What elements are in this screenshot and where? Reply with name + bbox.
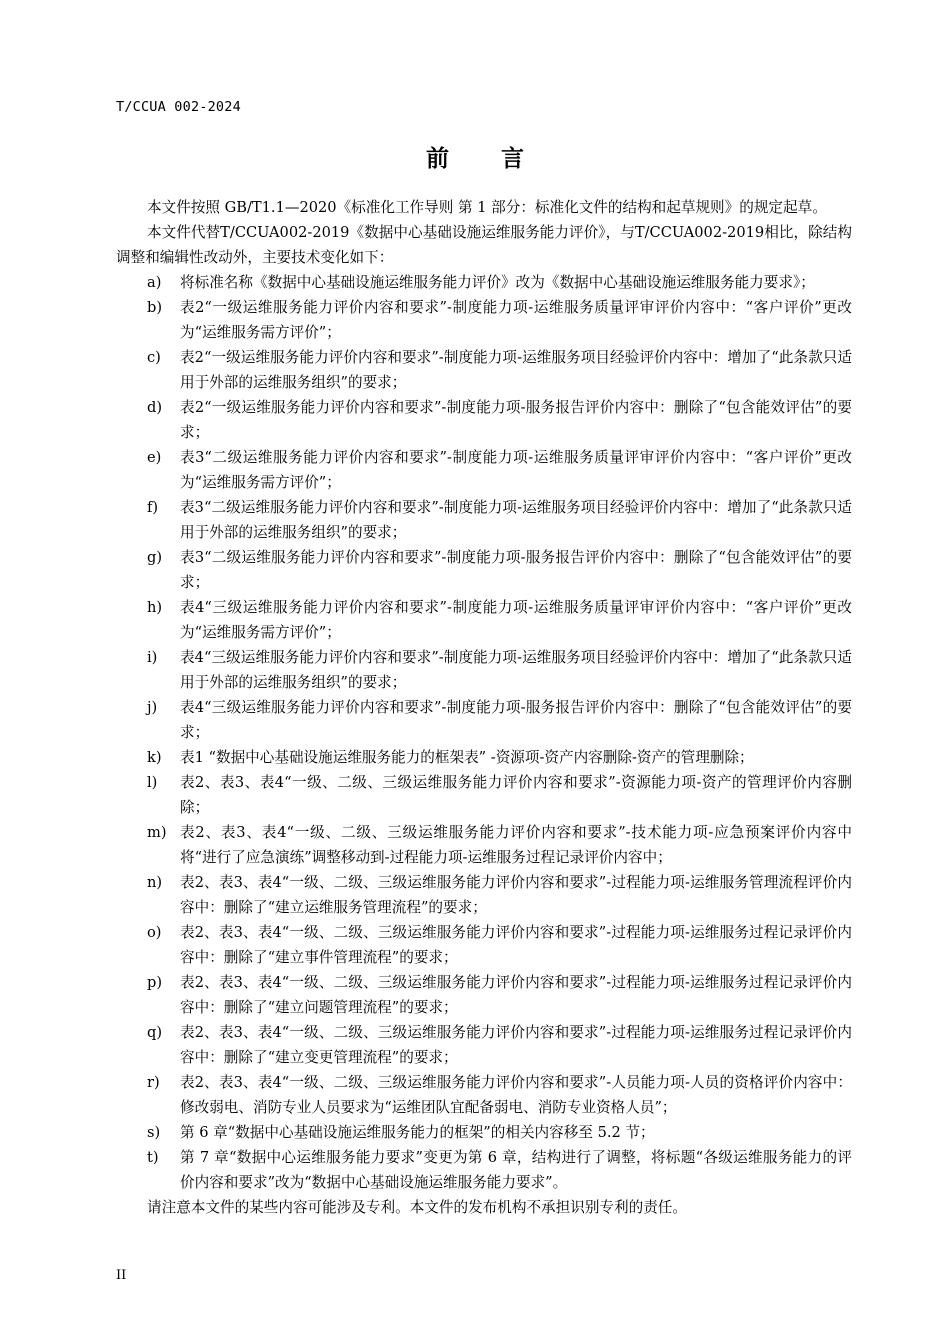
list-item-label: p) [147,974,163,991]
list-item [116,820,852,870]
list-item [116,970,852,1020]
list-item-label: g) [147,549,163,566]
list-item-text: 表2、表3、表4“一级、二级、三级运维服务能力评价内容和要求”-过程能力项-运维服务过程记录评价内容中：删除了“建立问题管理流程”的要求； [180,974,852,1016]
list-item-label: i) [147,649,158,666]
list-item-text: 表2、表3、表4“一级、二级、三级运维服务能力评价内容和要求”-过程能力项-运维服务管理流程评价内容中：删除了“建立运维服务管理流程”的要求； [180,874,852,916]
list-item-text: 表4“三级运维服务能力评价内容和要求”-制度能力项-服务报告评价内容中：删除了“包含能效评估”的要求； [180,699,852,741]
list-item [116,870,852,920]
title-part-2: 言 [501,146,524,172]
list-item-text: 表2、表3、表4“一级、二级、三级运维服务能力评价内容和要求”-资源能力项-资产的管理评价内容删除； [180,774,852,816]
list-item [116,445,852,495]
list-item [116,695,852,745]
document-body [116,195,852,1220]
list-item-text: 表4“三级运维服务能力评价内容和要求”-制度能力项-运维服务项目经验评价内容中：增加了“此条款只适用于外部的运维服务组织”的要求； [180,649,852,691]
list-item-text: 第 6 章“数据中心基础设施运维服务能力的框架”的相关内容移至 5.2 节； [180,1124,655,1141]
list-item [116,270,852,295]
list-item-label: o) [147,924,162,941]
page-number: II [116,1268,127,1283]
list-item [116,645,852,695]
list-item [116,920,852,970]
list-item-text: 表2“一级运维服务能力评价内容和要求”-制度能力项-运维服务项目经验评价内容中：增加了“此条款只适用于外部的运维服务组织”的要求； [180,349,852,391]
list-item [116,545,852,595]
list-item-label: h) [147,599,163,616]
list-item-label: c) [147,349,161,366]
list-item-label: r) [147,1074,160,1091]
list-item-text: 表4“三级运维服务能力评价内容和要求”-制度能力项-运维服务质量评审评价内容中：“客户评价”更改为“运维服务需方评价”； [180,599,852,641]
list-item [116,295,852,345]
list-item-text: 第 7 章“数据中心运维服务能力要求”变更为第 6 章，结构进行了调整，将标题“各级运维服务能力的评价内容和要求”改为“数据中心基础设施运维服务能力要求”。 [180,1149,852,1191]
title-part-1: 前 [426,146,449,172]
list-item [116,770,852,820]
change-list [116,270,852,1195]
list-item [116,1020,852,1070]
list-item [116,495,852,545]
intro-paragraph-1: 本文件按照 GB/T1.1—2020《标准化工作导则 第 1 部分：标准化文件的结构和起草规则》的规定起草。 [147,199,827,216]
closing-paragraph: 请注意本文件的某些内容可能涉及专利。本文件的发布机构不承担识别专利的责任。 [147,1199,687,1216]
list-item [116,595,852,645]
list-item-text: 表3“二级运维服务能力评价内容和要求”-制度能力项-服务报告评价内容中：删除了“包含能效评估”的要求； [180,549,852,591]
list-item [116,745,852,770]
document-code: T/CCUA 002-2024 [116,99,241,115]
list-item [116,1070,852,1120]
list-item-label: s) [147,1124,161,1141]
list-item-label: d) [147,399,163,416]
list-item [116,1145,852,1195]
list-item-text: 表2“一级运维服务能力评价内容和要求”-制度能力项-服务报告评价内容中：删除了“包含能效评估”的要求； [180,399,852,441]
list-item-label: j) [147,699,158,716]
list-item-label: f) [147,499,159,516]
list-item-text: 表3“二级运维服务能力评价内容和要求”-制度能力项-运维服务项目经验评价内容中：增加了“此条款只适用于外部的运维服务组织”的要求； [180,499,852,541]
list-item-text: 表2“一级运维服务能力评价内容和要求”-制度能力项-运维服务质量评审评价内容中：“客户评价”更改为“运维服务需方评价”； [180,299,852,341]
list-item-label: a) [147,274,162,291]
intro-paragraph-2: 本文件代替T/CCUA002-2019《数据中心基础设施运维服务能力评价》，与T/CCUA002-2019相比，除结构调整和编辑性改动外，主要技术变化如下： [116,224,852,266]
list-item [116,395,852,445]
list-item-label: q) [147,1024,163,1041]
list-item-label: k) [147,749,162,766]
list-item-label: t) [147,1149,159,1166]
list-item-label: e) [147,449,162,466]
list-item-label: m) [147,824,167,841]
list-item-label: n) [147,874,163,891]
list-item-text: 表3“二级运维服务能力评价内容和要求”-制度能力项-运维服务质量评审评价内容中：“客户评价”更改为“运维服务需方评价”； [180,449,852,491]
list-item-text: 表2、表3、表4“一级、二级、三级运维服务能力评价内容和要求”-人员能力项-人员的资格评价内容中：修改弱电、消防专业人员要求为“运维团队宜配备弱电、消防专业资格人员”； [180,1074,852,1116]
list-item-text: 表2、表3、表4“一级、二级、三级运维服务能力评价内容和要求”-技术能力项-应急预案评价内容中将“进行了应急演练”调整移动到-过程能力项-运维服务过程记录评价内容中； [180,824,852,866]
list-item [116,345,852,395]
list-item-text: 将标准名称《数据中心基础设施运维服务能力评价》改为《数据中心基础设施运维服务能力要求》； [180,274,815,291]
list-item-text: 表2、表3、表4“一级、二级、三级运维服务能力评价内容和要求”-过程能力项-运维服务过程记录评价内容中：删除了“建立变更管理流程”的要求； [180,1024,852,1066]
list-item [116,1120,852,1145]
list-item-label: l) [147,774,158,791]
list-item-text: 表2、表3、表4“一级、二级、三级运维服务能力评价内容和要求”-过程能力项-运维服务过程记录评价内容中：删除了“建立事件管理流程”的要求； [180,924,852,966]
page-title [0,140,950,173]
list-item-label: b) [147,299,163,316]
list-item-text: 表1 “数据中心基础设施运维服务能力的框架表” -资源项-资产内容删除-资产的管理删除； [180,749,754,766]
